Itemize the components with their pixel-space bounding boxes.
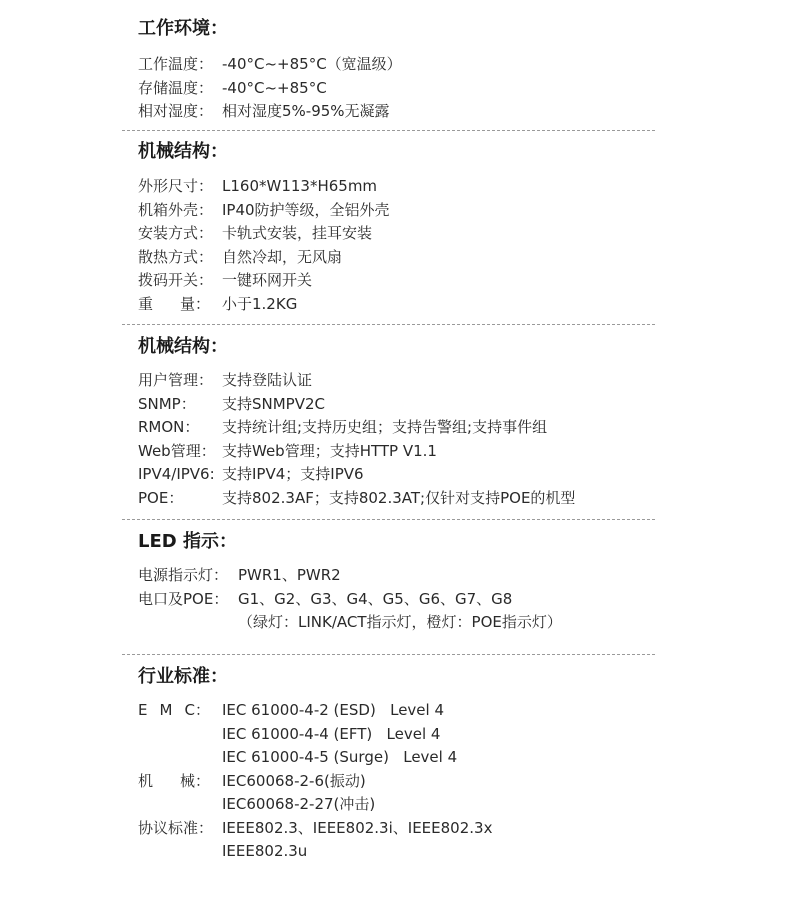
spec-label: 机箱外壳： — [138, 200, 214, 219]
spec-value: IEC 61000-4-2 (ESD) Level 4 — [222, 701, 445, 719]
section-standards — [138, 665, 658, 864]
spec-value: 支持登陆认证 — [222, 371, 313, 389]
section-environment — [138, 17, 658, 124]
spec-label: 电口及POE： — [138, 589, 229, 608]
spec-row-user-management — [138, 369, 658, 393]
spec-value: IEC60068-2-6(振动) — [222, 771, 366, 790]
spec-value: PWR1、PWR2 — [238, 566, 341, 584]
spec-label: 工作温度： — [138, 55, 214, 73]
spec-row-enclosure — [138, 199, 658, 223]
section-led — [138, 530, 658, 635]
section-heading: 工作环境： — [138, 18, 228, 39]
spec-label: 相对湿度： — [138, 102, 214, 120]
spec-value: -40°C~+85°C — [222, 78, 327, 97]
spec-row-mechanical-shock — [138, 793, 658, 817]
section-heading: 机械结构： — [138, 336, 228, 357]
section-heading: LED 指示： — [138, 531, 237, 552]
section-divider — [122, 324, 655, 325]
section-divider — [122, 130, 655, 131]
spec-row-protocol — [138, 817, 658, 841]
spec-value: IEC 61000-4-4 (EFT) Level 4 — [222, 724, 441, 743]
spec-label: Web管理： — [138, 441, 216, 460]
spec-label: SNMP： — [138, 394, 196, 413]
spec-row-web-management — [138, 440, 658, 464]
spec-label: 协议标准： — [138, 818, 214, 837]
spec-value: 支持统计组;支持历史组；支持告警组;支持事件组 — [222, 418, 548, 436]
spec-row-mounting — [138, 222, 658, 246]
spec-label: 重 量： — [138, 294, 210, 313]
spec-value: IEC 61000-4-5 (Surge) Level 4 — [222, 748, 458, 766]
spec-label: IPV4/IPV6: — [138, 465, 215, 483]
spec-value: 支持SNMPV2C — [222, 394, 326, 413]
spec-value: IP40防护等级，全铝外壳 — [222, 200, 390, 219]
spec-value: G1、G2、G3、G4、G5、G6、G7、G8 — [238, 589, 513, 608]
section-divider — [122, 654, 655, 655]
spec-value: L160*W113*H65mm — [222, 177, 378, 195]
spec-label: 拨码开关： — [138, 271, 214, 289]
spec-row-ipv4-ipv6 — [138, 463, 658, 487]
spec-value: 相对湿度5%-95%无凝露 — [222, 102, 390, 120]
spec-row-poe — [138, 487, 658, 511]
spec-row-snmp — [138, 393, 658, 417]
spec-row-port-led — [138, 588, 658, 612]
spec-row-humidity — [138, 100, 658, 124]
spec-value: 支持802.3AF；支持802.3AT;仅针对支持POE的机型 — [222, 488, 576, 507]
spec-label: 散热方式： — [138, 247, 214, 266]
spec-label: 存储温度： — [138, 78, 214, 97]
spec-row-storage-temp — [138, 77, 658, 101]
spec-row-rmon — [138, 416, 658, 440]
spec-row-power-led — [138, 564, 658, 588]
spec-label: 外形尺寸： — [138, 177, 214, 195]
spec-label: 机 械： — [138, 771, 210, 790]
spec-value: 自然冷却，无风扇 — [222, 247, 343, 266]
spec-value: IEEE802.3u — [222, 842, 308, 860]
spec-row-emc-surge — [138, 746, 658, 770]
spec-label: 用户管理： — [138, 371, 214, 389]
spec-row-operating-temp — [138, 53, 658, 77]
spec-label: 电源指示灯： — [138, 566, 229, 584]
section-heading: 行业标准： — [138, 666, 228, 687]
spec-row-dimensions — [138, 175, 658, 199]
spec-label: RMON： — [138, 418, 200, 436]
spec-row-emc-eft — [138, 723, 658, 747]
spec-row-protocol-2 — [138, 840, 658, 864]
spec-label: POE： — [138, 488, 184, 507]
spec-label: 安装方式： — [138, 224, 214, 242]
spec-value: IEEE802.3、IEEE802.3i、IEEE802.3x — [222, 818, 493, 837]
spec-row-led-legend — [138, 611, 658, 635]
spec-row-cooling — [138, 246, 658, 270]
spec-label: E M C： — [138, 701, 210, 719]
section-mechanical — [138, 140, 658, 316]
section-management — [138, 335, 658, 510]
spec-row-mechanical — [138, 770, 658, 794]
spec-row-dip-switch — [138, 269, 658, 293]
spec-value: 一键环网开关 — [222, 271, 313, 289]
section-heading: 机械结构： — [138, 141, 228, 162]
spec-value: -40°C~+85°C（宽温级） — [222, 55, 402, 73]
spec-row-emc — [138, 699, 658, 723]
spec-row-weight — [138, 293, 658, 317]
spec-value: 小于1.2KG — [222, 294, 298, 313]
spec-value: 支持IPV4；支持IPV6 — [222, 465, 364, 483]
spec-value: 支持Web管理；支持HTTP V1.1 — [222, 441, 437, 460]
spec-value: （绿灯：LINK/ACT指示灯，橙灯：POE指示灯） — [238, 613, 562, 631]
section-divider — [122, 519, 655, 520]
spec-value: IEC60068-2-27(冲击) — [222, 795, 376, 813]
spec-value: 卡轨式安装，挂耳安装 — [222, 224, 373, 242]
